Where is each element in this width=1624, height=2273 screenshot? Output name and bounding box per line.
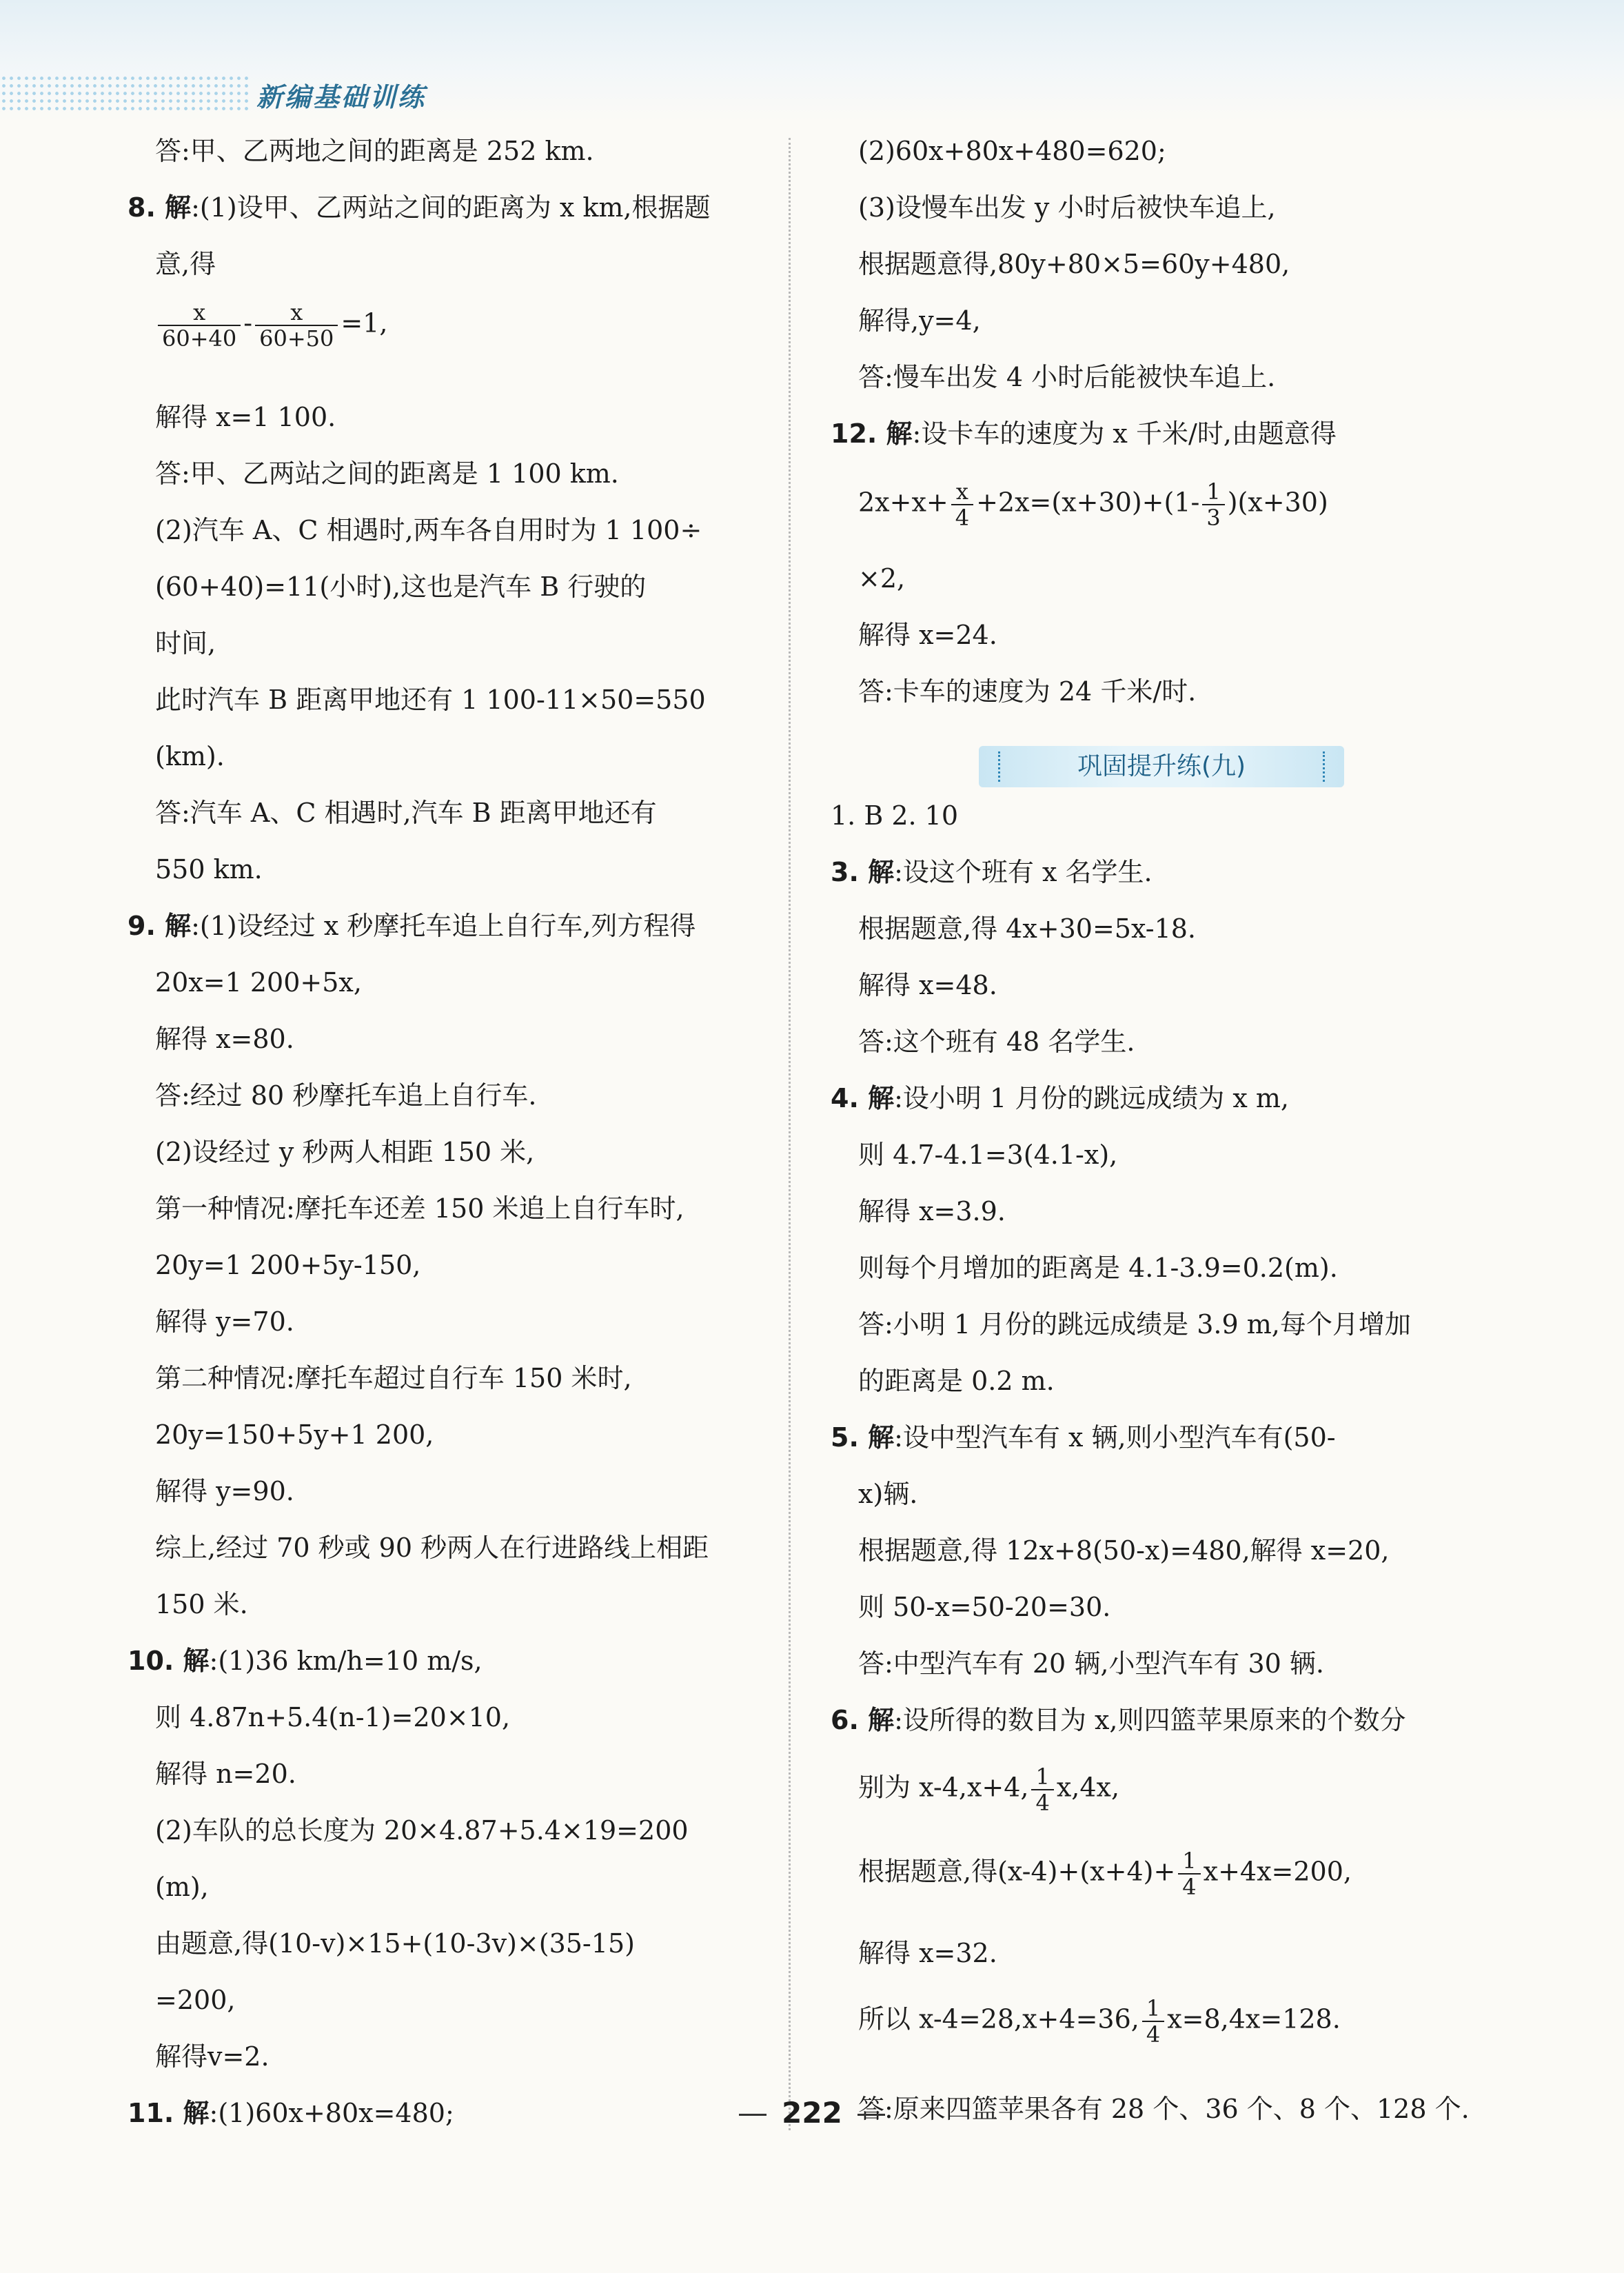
question-text: :(1)设甲、乙两站之间的距离为 x km,根据题 <box>191 192 711 223</box>
solution-line: 解得 x=48. <box>858 970 997 1000</box>
solution-line: 解得 y=70. <box>155 1306 294 1337</box>
question-text: :设卡车的速度为 x 千米/时,由题意得 <box>912 418 1337 449</box>
answer-line: 的距离是 0.2 m. <box>858 1366 1055 1396</box>
solution-line: 解得 x=24. <box>858 620 997 650</box>
solution-line: 则每个月增加的距离是 4.1-3.9=0.2(m). <box>858 1253 1338 1283</box>
solution-line: 第二种情况:摩托车超过自行车 150 米时, <box>155 1363 632 1393</box>
question-number: 11. 解 <box>128 2098 210 2128</box>
answer-line: 答:原来四篮苹果各有 28 个、36 个、8 个、128 个. <box>858 2094 1470 2124</box>
question-text: :设这个班有 x 名学生. <box>894 857 1153 887</box>
page-number: 222 <box>0 2096 1624 2130</box>
solution-line: (60+40)=11(小时),这也是汽车 B 行驶的 <box>155 572 647 602</box>
question-8-line <box>128 191 710 224</box>
solution-line: 由题意,得(10-v)×15+(10-3v)×(35-15) <box>155 1928 635 1959</box>
solution-line: (m), <box>155 1872 209 1902</box>
answer-line: 答:经过 80 秒摩托车追上自行车. <box>155 1080 537 1111</box>
question-number: 5. 解 <box>831 1422 895 1453</box>
answer-line: 答:汽车 A、C 相遇时,汽车 B 距离甲地还有 <box>155 798 657 828</box>
equation-line: $\frac{x}{60+40}$ - $\frac{x}{60+50}$ =1, <box>128 300 387 351</box>
question-12-line <box>831 417 1337 450</box>
question-4-line <box>831 1082 1289 1115</box>
answer-line: 答:卡车的速度为 24 千米/时. <box>858 676 1197 707</box>
solution-line: 意,得 <box>155 249 216 279</box>
solution-line: 综上,经过 70 秒或 90 秒两人在行进路线上相距 <box>155 1533 709 1563</box>
answer-line: 答:中型汽车有 20 辆,小型汽车有 30 辆. <box>858 1648 1324 1679</box>
solution-line: 根据题意,得 4x+30=5x-18. <box>858 913 1197 944</box>
solution-line: (km). <box>155 741 225 771</box>
solution-line: 20y=1 200+5y-150, <box>155 1250 421 1280</box>
section-title-banner <box>979 746 1344 787</box>
question-number: 4. 解 <box>831 1083 895 1113</box>
solution-line: ×2, <box>858 563 906 594</box>
answer-line: 答:小明 1 月份的跳远成绩是 3.9 m,每个月增加 <box>858 1309 1411 1340</box>
solution-line: 则 50-x=50-20=30. <box>858 1592 1111 1622</box>
fraction: $\frac{1}{3}$ <box>1202 479 1224 530</box>
question-number: 10. 解 <box>128 1646 210 1676</box>
equation-line: 根据题意,得(x-4)+(x+4)+ $\frac{1}{4}$ x+4x=200, <box>858 1848 1352 1900</box>
equation-line: 2x+x+ $\frac{x}{4}$ +2x=(x+30)+(1- $\frac{1}{3}$ )(x+30) <box>858 478 1328 531</box>
solution-line: x)辆. <box>858 1479 918 1509</box>
fraction: $\frac{x}{60+50}$ <box>255 300 338 351</box>
solution-line: (2)设经过 y 秒两人相距 150 米, <box>155 1137 535 1167</box>
question-text: :(1)36 km/h=10 m/s, <box>209 1646 483 1676</box>
question-5-line <box>831 1421 1336 1454</box>
solution-line: 第一种情况:摩托车还差 150 米追上自行车时, <box>155 1193 684 1224</box>
answer-line: 答:这个班有 48 名学生. <box>858 1027 1135 1057</box>
question-text: :设所得的数目为 x,则四篮苹果原来的个数分 <box>894 1705 1406 1735</box>
question-text: :(1)设经过 x 秒摩托车追上自行车,列方程得 <box>191 911 696 941</box>
solution-line: (2)车队的总长度为 20×4.87+5.4×19=200 <box>155 1815 689 1846</box>
question-10-line <box>128 1644 483 1677</box>
question-number: 12. 解 <box>831 418 913 449</box>
solution-line: 解得v=2. <box>155 2041 270 2072</box>
solution-line: 解得 n=20. <box>155 1759 296 1789</box>
section-title: 巩固提升练(九) <box>1077 752 1246 780</box>
answer-line: 答:甲、乙两地之间的距离是 252 km. <box>155 136 594 166</box>
answer-line: 答:甲、乙两站之间的距离是 1 100 km. <box>155 458 619 489</box>
solution-line: 则 4.7-4.1=3(4.1-x), <box>858 1140 1118 1170</box>
solution-line: 解得 x=3.9. <box>858 1196 1006 1226</box>
solution-line: 则 4.87n+5.4(n-1)=20×10, <box>155 1702 511 1732</box>
solution-line: 解得 x=1 100. <box>155 402 336 432</box>
solution-line: 解得 x=32. <box>858 1938 997 1968</box>
solution-line: (2)汽车 A、C 相遇时,两车各自用时为 1 100÷ <box>155 515 702 545</box>
solution-line: 解得 x=80. <box>155 1024 294 1054</box>
solution-line: 150 米. <box>155 1589 248 1619</box>
equation-line: 别为 x-4,x+4, $\frac{1}{4}$ x,4x, <box>858 1764 1120 1816</box>
solution-line: 20y=150+5y+1 200, <box>155 1420 434 1450</box>
solution-line: (3)设慢车出发 y 小时后被快车追上, <box>858 192 1276 223</box>
solution-line: 此时汽车 B 距离甲地还有 1 100-11×50=550 <box>155 685 706 715</box>
fraction: $\frac{1}{4}$ <box>1031 1764 1053 1815</box>
question-9-line <box>128 909 696 942</box>
solution-line: 解得 y=90. <box>155 1476 294 1506</box>
answers-1-2-line: 1. B 2. 10 <box>831 800 959 831</box>
question-number: 8. 解 <box>128 192 192 223</box>
question-text: :(1)60x+80x=480; <box>209 2098 454 2128</box>
fraction: $\frac{x}{4}$ <box>951 479 973 530</box>
question-number: 3. 解 <box>831 857 895 887</box>
solution-line: 根据题意得,80y+80×5=60y+480, <box>858 249 1290 279</box>
book-title: 新编基础训练 <box>256 82 427 112</box>
question-text: :设中型汽车有 x 辆,则小型汽车有(50- <box>894 1422 1336 1453</box>
solution-line: 时间, <box>155 628 216 658</box>
header-dot-pattern <box>0 74 248 110</box>
question-3-line <box>831 856 1153 889</box>
fraction: $\frac{1}{4}$ <box>1142 1996 1164 2047</box>
column-divider <box>789 138 791 2130</box>
solution-line: 根据题意,得 12x+8(50-x)=480,解得 x=20, <box>858 1535 1390 1566</box>
question-6-line <box>831 1704 1406 1737</box>
fraction: $\frac{x}{60+40}$ <box>158 300 241 351</box>
solution-line: 解得,y=4, <box>858 305 981 336</box>
question-number: 6. 解 <box>831 1705 895 1735</box>
question-text: :设小明 1 月份的跳远成绩为 x m, <box>894 1083 1289 1113</box>
fraction: $\frac{1}{4}$ <box>1178 1848 1200 1899</box>
question-number: 9. 解 <box>128 911 192 941</box>
solution-line: =200, <box>155 1985 236 2015</box>
equation-line: 所以 x-4=28,x+4=36, $\frac{1}{4}$ x=8,4x=128. <box>858 1995 1341 2048</box>
answer-line: 550 km. <box>155 854 263 885</box>
answer-line: 答:慢车出发 4 小时后能被快车追上. <box>858 362 1276 392</box>
solution-line: (2)60x+80x+480=620; <box>858 136 1166 166</box>
solution-line: 20x=1 200+5x, <box>155 967 362 998</box>
